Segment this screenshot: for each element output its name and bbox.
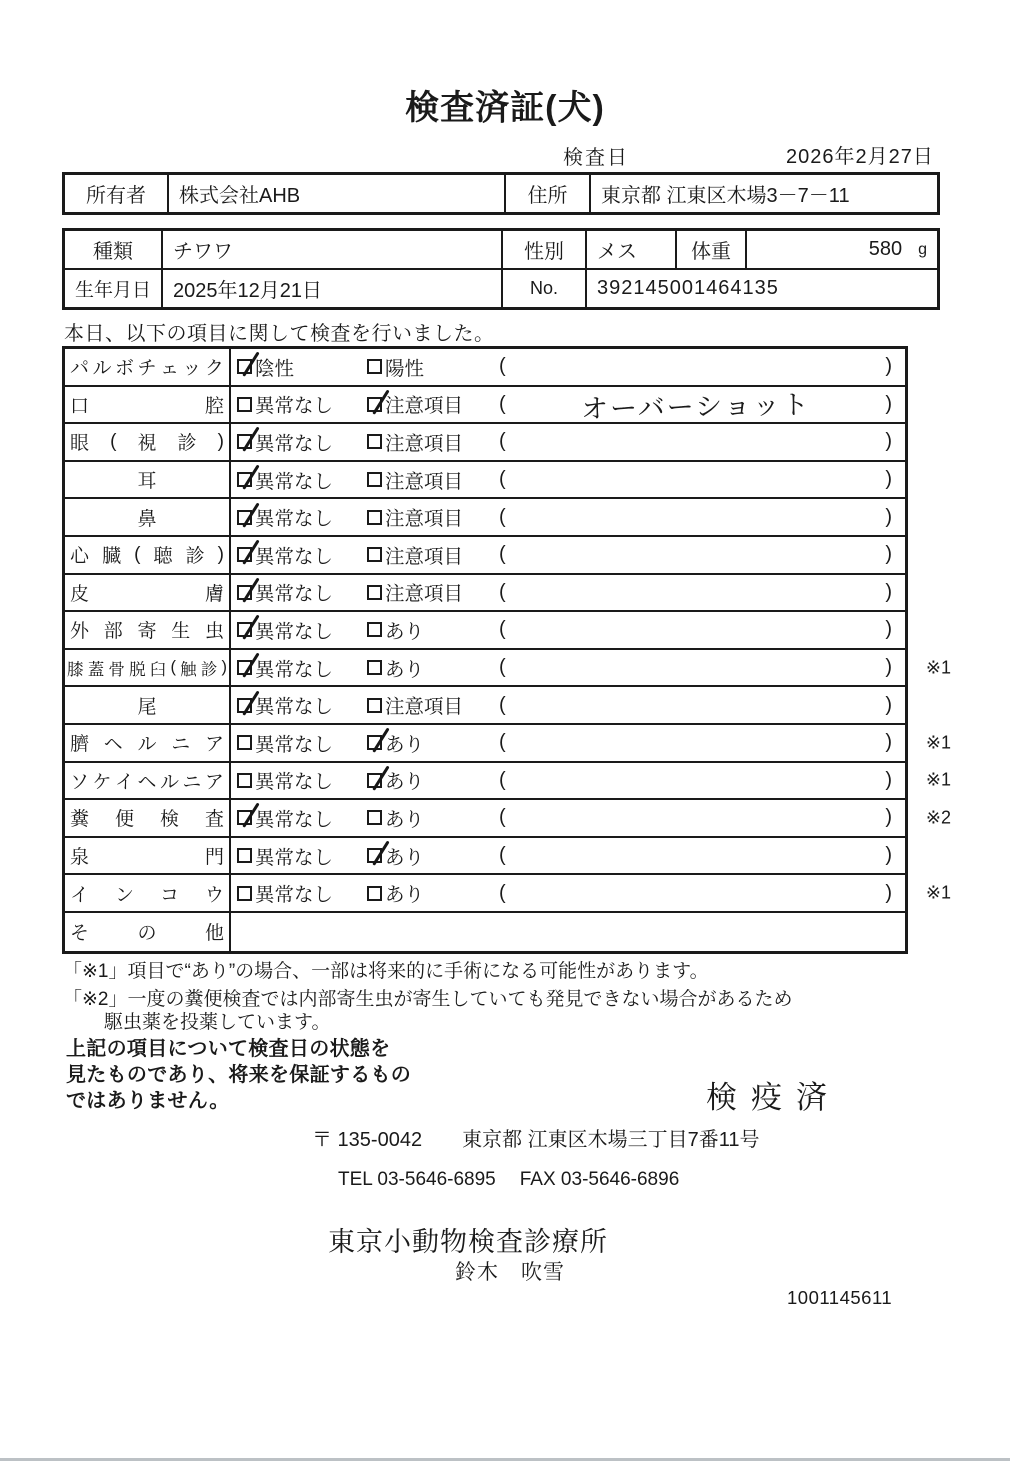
handwritten-remark — [506, 739, 886, 747]
inspection-row-content — [231, 763, 951, 799]
option2 — [367, 654, 499, 682]
weight-label: 体重 — [677, 231, 747, 268]
inspection-item-label: 泉 門 — [65, 838, 231, 874]
inspection-item-label: 眼 ( 視 診 ) — [65, 424, 231, 460]
paren-open: ( — [499, 844, 506, 867]
option1 — [237, 428, 367, 456]
inspection-item-label: 臍 ヘ ル ニ ア — [65, 725, 231, 761]
weight-value: 580 — [868, 238, 903, 260]
footnote-1: 「※1」項目で“あり”の場合、一部は将来的に手術になる可能性があります。 — [63, 961, 709, 982]
option2-label: あり — [385, 733, 425, 756]
option2-checkbox[interactable] — [367, 660, 382, 675]
option1 — [237, 466, 367, 494]
option1-label: 異常なし — [255, 432, 334, 455]
sex-label: 性別 — [503, 231, 587, 268]
exam-date-label: 検査日 — [563, 147, 629, 169]
inspection-item-label: 膝 蓋 骨 脱 臼 ( 触 診 ) — [65, 650, 231, 686]
disclaimer-line: 見たものであり、将来を保証するもの — [66, 1064, 412, 1086]
option1-checkbox[interactable] — [237, 810, 252, 825]
inspection-row — [65, 537, 905, 575]
footnote-ref: ※2 — [925, 807, 951, 828]
option2-checkbox[interactable] — [367, 735, 382, 750]
inspection-row — [65, 800, 951, 838]
option2 — [367, 691, 499, 719]
handwritten-remark — [506, 626, 886, 634]
paren-open: ( — [499, 806, 506, 829]
option2 — [367, 616, 499, 644]
handwritten-remark: オーバーショット — [580, 389, 811, 425]
option1 — [237, 616, 367, 644]
inspection-row-content — [231, 875, 951, 911]
remarks-field — [499, 875, 905, 911]
inspection-row — [65, 612, 905, 650]
option1-checkbox[interactable] — [237, 848, 252, 863]
handwritten-remark — [506, 551, 886, 559]
footnote-2: 「※2」一度の糞便検査では内部寄生虫が寄生していても発見できない場合があるため — [63, 989, 793, 1010]
option1 — [237, 578, 367, 606]
option2-checkbox[interactable] — [367, 434, 382, 449]
paren-close: ) — [885, 392, 892, 415]
handwritten-remark — [506, 701, 886, 709]
option2 — [367, 353, 499, 381]
disclaimer-line: 上記の項目について検査日の状態を — [66, 1038, 391, 1060]
remarks-field — [499, 349, 905, 385]
handwritten-remark — [506, 776, 886, 784]
paren-close: ) — [885, 468, 892, 491]
handwritten-remark — [506, 852, 886, 860]
option1 — [237, 654, 367, 682]
option1-label: 異常なし — [255, 846, 334, 869]
inspection-row-content — [231, 349, 905, 385]
option2-checkbox[interactable] — [367, 698, 382, 713]
remarks-field — [499, 499, 905, 535]
option2-label: 注意項目 — [385, 470, 464, 493]
inspection-item-label: 口 腔 — [65, 387, 231, 423]
registration-no-value: 392145001464135 — [597, 277, 779, 299]
inspection-table — [62, 346, 951, 954]
footnote-ref: ※1 — [925, 732, 951, 753]
weight-unit: g — [918, 240, 927, 258]
disclaimer — [66, 1036, 411, 1114]
inspection-item-label: ソ ケ イ ヘ ル ニ ア — [65, 763, 231, 799]
option1-checkbox[interactable] — [237, 773, 252, 788]
inspection-item-label: 耳 — [65, 462, 231, 498]
handwritten-remark — [506, 363, 886, 371]
inspection-row — [65, 499, 905, 537]
paren-close: ) — [885, 693, 892, 716]
option1-label: 異常なし — [255, 658, 334, 681]
option2-checkbox[interactable] — [367, 359, 382, 374]
intro-text: 本日、以下の項目に関して検査を行いました。 — [64, 323, 495, 345]
option1-checkbox[interactable] — [237, 585, 252, 600]
option2-label: 陽性 — [385, 357, 425, 380]
species-label: 種類 — [65, 231, 163, 268]
option1-label: 異常なし — [255, 583, 334, 606]
option1 — [237, 879, 367, 907]
veterinarian-name: 鈴木 吹雪 — [455, 1261, 565, 1284]
option1-checkbox[interactable] — [237, 735, 252, 750]
inspection-item-label: イ ン コ ウ — [65, 875, 231, 911]
inspection-row — [65, 462, 905, 500]
option2-checkbox[interactable] — [367, 397, 382, 412]
inspection-row-content — [231, 687, 905, 723]
inspection-item-label: 皮 膚 — [65, 575, 231, 611]
option2-checkbox[interactable] — [367, 622, 382, 637]
option1 — [237, 691, 367, 719]
paren-close: ) — [885, 768, 892, 791]
inspection-row — [65, 913, 905, 951]
inspection-row-content — [231, 424, 905, 460]
inspection-row-content — [231, 462, 905, 498]
option2-label: あり — [385, 771, 425, 794]
footnote-ref: ※1 — [925, 657, 951, 678]
birthdate-row — [65, 270, 937, 307]
inspection-row — [65, 575, 905, 613]
remarks-field — [499, 650, 905, 686]
paren-open: ( — [499, 731, 506, 754]
owner-label: 所有者 — [65, 175, 169, 212]
inspection-item-label: そ の 他 — [65, 913, 231, 951]
option2-checkbox[interactable] — [367, 848, 382, 863]
option1-checkbox[interactable] — [237, 359, 252, 374]
inspection-row-content — [231, 612, 905, 648]
option2 — [367, 766, 499, 794]
paren-close: ) — [885, 844, 892, 867]
remarks-field — [499, 763, 905, 799]
option1 — [237, 541, 367, 569]
clinic-fax: FAX 03-5646-6896 — [519, 1169, 680, 1190]
remarks-field — [499, 462, 905, 498]
address-value: 東京都 江東区木場3－7－11 — [601, 185, 850, 207]
inspection-row — [65, 387, 905, 425]
paren-close: ) — [885, 656, 892, 679]
footnote-ref: ※1 — [925, 769, 951, 790]
paren-open: ( — [499, 543, 506, 566]
inspection-item-label: 心 臓 ( 聴 診 ) — [65, 537, 231, 573]
handwritten-remark — [506, 438, 886, 446]
disclaimer-line: ではありません。 — [66, 1090, 230, 1112]
remarks-field — [499, 387, 905, 423]
inspection-row-content — [231, 499, 905, 535]
option2-label: あり — [385, 658, 425, 681]
option1-checkbox[interactable] — [237, 434, 252, 449]
option2-checkbox[interactable] — [367, 886, 382, 901]
option1 — [237, 503, 367, 531]
option2 — [367, 804, 499, 832]
birthdate-label: 生年月日 — [65, 270, 163, 307]
option2-label: 注意項目 — [385, 432, 464, 455]
paren-close: ) — [885, 430, 892, 453]
option1 — [237, 729, 367, 757]
document-number: 1001145611 — [787, 1287, 893, 1308]
footnote-2-continued: 駆虫薬を投薬しています。 — [104, 1012, 331, 1033]
option2-checkbox[interactable] — [367, 810, 382, 825]
species-row — [65, 231, 937, 270]
option1-label: 異常なし — [255, 395, 334, 418]
paren-close: ) — [885, 505, 892, 528]
inspection-row-content — [231, 725, 951, 761]
option1-label: 異常なし — [255, 696, 334, 719]
remarks-field — [499, 612, 905, 648]
remarks-field — [499, 725, 905, 761]
inspection-row-content — [231, 650, 951, 686]
inspection-item-label: 尾 — [65, 687, 231, 723]
option2-label: あり — [385, 808, 425, 831]
option1-checkbox[interactable] — [237, 510, 252, 525]
paren-open: ( — [499, 693, 506, 716]
registration-no-label: No. — [503, 270, 587, 307]
option2 — [367, 578, 499, 606]
option2 — [367, 503, 499, 531]
option1 — [237, 353, 367, 381]
inspection-row — [65, 725, 951, 763]
option1-label: 異常なし — [255, 620, 334, 643]
inspection-row-content — [231, 913, 905, 951]
inspection-row — [65, 838, 905, 876]
handwritten-remark — [506, 588, 886, 596]
option2-label: 注意項目 — [385, 696, 464, 719]
option1-checkbox[interactable] — [237, 397, 252, 412]
inspection-row — [65, 875, 951, 913]
paren-open: ( — [499, 656, 506, 679]
option1-checkbox[interactable] — [237, 660, 252, 675]
address-label: 住所 — [506, 175, 591, 212]
sex-value: メス — [587, 231, 677, 268]
option1 — [237, 804, 367, 832]
inspection-item-label: パ ル ボ チ ェ ッ ク — [65, 349, 231, 385]
handwritten-remark — [506, 476, 886, 484]
option1-checkbox[interactable] — [237, 547, 252, 562]
paren-close: ) — [885, 881, 892, 904]
option2-checkbox[interactable] — [367, 472, 382, 487]
inspection-row-content — [231, 537, 905, 573]
inspection-item-label: 外 部 寄 生 虫 — [65, 612, 231, 648]
paren-open: ( — [499, 430, 506, 453]
option2-label: 注意項目 — [385, 395, 464, 418]
remarks-field — [499, 687, 905, 723]
quarantine-stamp: 検疫済 — [706, 1080, 841, 1115]
option2 — [367, 842, 499, 870]
remarks-field — [499, 424, 905, 460]
option2 — [367, 428, 499, 456]
option1 — [237, 766, 367, 794]
inspection-row-content — [231, 838, 905, 874]
handwritten-remark — [506, 664, 886, 672]
paren-open: ( — [499, 505, 506, 528]
option1-label: 異常なし — [255, 733, 334, 756]
paren-close: ) — [885, 731, 892, 754]
inspection-row-content — [231, 387, 905, 423]
clinic-tel: TEL 03-5646-6895 — [338, 1169, 496, 1190]
paren-open: ( — [499, 468, 506, 491]
option2-checkbox[interactable] — [367, 585, 382, 600]
inspection-item-label: 鼻 — [65, 499, 231, 535]
option1-checkbox[interactable] — [237, 622, 252, 637]
option1-label: 異常なし — [255, 470, 334, 493]
paren-close: ) — [885, 543, 892, 566]
clinic-phone-line — [338, 1169, 679, 1191]
remarks-field — [499, 838, 905, 874]
inspection-row — [65, 349, 905, 387]
handwritten-remark — [506, 814, 886, 822]
paren-open: ( — [499, 392, 506, 415]
option1-checkbox[interactable] — [237, 886, 252, 901]
handwritten-remark — [506, 513, 886, 521]
inspection-row-content — [231, 800, 951, 836]
postal-code: 〒 135-0042 — [312, 1129, 423, 1151]
option2-label: 注意項目 — [385, 508, 464, 531]
option2-checkbox[interactable] — [367, 547, 382, 562]
species-value: チワワ — [163, 231, 503, 268]
weight-value-cell — [747, 231, 937, 268]
inspection-item-label: 糞 便 検 査 — [65, 800, 231, 836]
option2 — [367, 466, 499, 494]
option1-label: 異常なし — [255, 508, 334, 531]
inspection-row — [65, 650, 951, 688]
option2-label: あり — [385, 620, 425, 643]
clinic-name: 東京小動物検査診療所 — [328, 1227, 608, 1257]
option2 — [367, 390, 499, 418]
option1-label: 陰性 — [255, 357, 295, 380]
remarks-field — [499, 575, 905, 611]
birthdate-value: 2025年12月21日 — [163, 270, 503, 307]
paren-close: ) — [885, 580, 892, 603]
inspection-row — [65, 687, 905, 725]
option2-checkbox[interactable] — [367, 773, 382, 788]
exam-date-value: 2026年2月27日 — [786, 146, 934, 168]
option2-label: あり — [385, 846, 425, 869]
option1-checkbox[interactable] — [237, 698, 252, 713]
option2 — [367, 541, 499, 569]
handwritten-remark — [506, 889, 886, 897]
paren-open: ( — [499, 768, 506, 791]
option2-label: あり — [385, 884, 425, 907]
option2 — [367, 879, 499, 907]
paren-open: ( — [499, 618, 506, 641]
clinic-address-line — [312, 1123, 760, 1152]
scan-artifact-line — [0, 1458, 1010, 1461]
inspection-row-content — [231, 575, 905, 611]
paren-open: ( — [499, 355, 506, 378]
option1-label: 異常なし — [255, 808, 334, 831]
option1-label: 異常なし — [255, 771, 334, 794]
remarks-field — [499, 537, 905, 573]
page-title: 検査済証(犬) — [405, 89, 605, 127]
option1 — [237, 842, 367, 870]
option1-label: 異常なし — [255, 545, 334, 568]
footnote-ref: ※1 — [925, 882, 951, 903]
option2-label: 注意項目 — [385, 545, 464, 568]
paren-close: ) — [885, 806, 892, 829]
inspection-row — [65, 424, 905, 462]
paren-close: ) — [885, 355, 892, 378]
animal-info-table — [62, 228, 940, 310]
paren-open: ( — [499, 580, 506, 603]
paren-close: ) — [885, 618, 892, 641]
option1-label: 異常なし — [255, 884, 334, 907]
inspection-row — [65, 763, 951, 801]
paren-open: ( — [499, 881, 506, 904]
owner-value: 株式会社AHB — [169, 175, 506, 212]
option1 — [237, 390, 367, 418]
option2 — [367, 729, 499, 757]
option2-checkbox[interactable] — [367, 510, 382, 525]
remarks-field — [499, 800, 905, 836]
clinic-address: 東京都 江東区木場三丁目7番11号 — [462, 1129, 760, 1151]
option1-checkbox[interactable] — [237, 472, 252, 487]
option2-label: 注意項目 — [385, 583, 464, 606]
owner-table — [62, 172, 940, 215]
